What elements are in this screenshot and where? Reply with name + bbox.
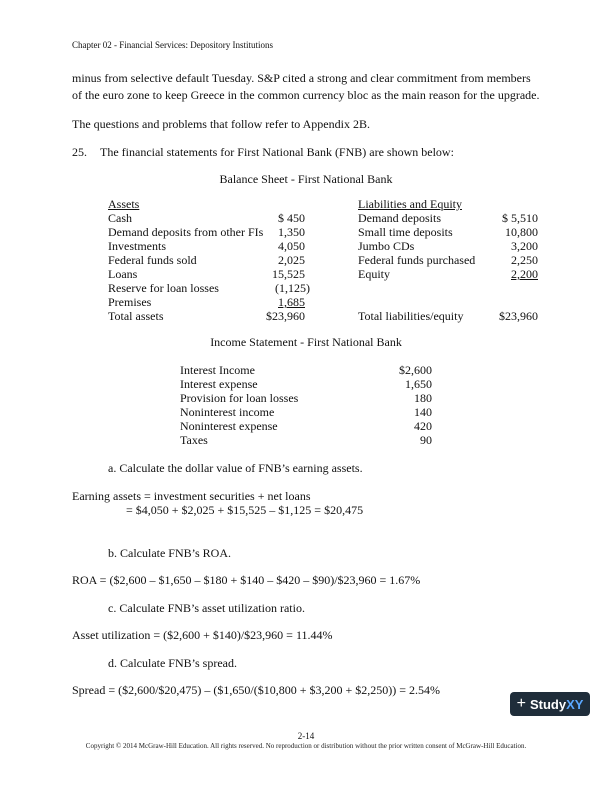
problem-number: 25. <box>72 145 87 159</box>
liability-total-label: Total liabilities/equity <box>358 309 464 323</box>
asset-value: 2,025 <box>278 253 305 267</box>
asset-label: Premises <box>108 295 152 309</box>
asset-value: 15,525 <box>272 267 305 281</box>
income-label: Noninterest expense <box>180 419 278 433</box>
income-label: Provision for loan losses <box>180 391 299 405</box>
income-label: Interest Income <box>180 363 255 377</box>
intro-line-1: minus from selective default Tuesday. S&P cited a strong and clear commitment from members <box>72 71 531 85</box>
asset-label: Investments <box>108 239 166 253</box>
question-c: c. Calculate FNB’s asset utilization ratio. <box>108 601 305 615</box>
question-d: d. Calculate FNB’s spread. <box>108 656 237 670</box>
asset-value: $ 450 <box>278 211 305 225</box>
question-b: b. Calculate FNB’s ROA. <box>108 546 231 560</box>
liability-value: 3,200 <box>511 239 538 253</box>
income-value: 90 <box>420 433 432 447</box>
liability-label: Federal funds purchased <box>358 253 476 267</box>
answer-a-line-1: Earning assets = investment securities + net loans <box>72 489 311 503</box>
answer-a-line-2: = $4,050 + $2,025 + $15,525 – $1,125 = $20,475 <box>126 503 364 517</box>
asset-label: Reserve for loan losses <box>108 281 219 295</box>
studyxy-badge[interactable] <box>510 692 590 716</box>
liability-value: 10,800 <box>505 225 538 239</box>
appendix-note: The questions and problems that follow refer to Appendix 2B. <box>72 117 370 131</box>
asset-total-label: Total assets <box>108 309 164 323</box>
assets-header: Assets <box>108 197 140 211</box>
page-number: 2-14 <box>297 731 315 741</box>
income-value: 420 <box>414 419 432 433</box>
asset-value: (1,125) <box>275 281 310 295</box>
chapter-header: Chapter 02 - Financial Services: Depository Institutions <box>72 40 273 50</box>
intro-line-2: of the euro zone to keep Greece in the common currency bloc as the main reason for the upgrade. <box>72 88 540 102</box>
liability-label: Jumbo CDs <box>358 239 415 253</box>
liability-total-value: $23,960 <box>499 309 538 323</box>
liability-value: 2,200 <box>511 267 538 281</box>
asset-value: 1,685 <box>278 295 305 309</box>
asset-label: Cash <box>108 211 132 225</box>
answer-c: Asset utilization = ($2,600 + $140)/$23,960 = 11.44% <box>72 628 333 642</box>
copyright-notice: Copyright © 2014 McGraw-Hill Education. All rights reserved. No reproduction or distribution without the prior written consent of McGraw-Hill Education. <box>85 742 527 750</box>
liability-label: Small time deposits <box>358 225 453 239</box>
asset-value: 4,050 <box>278 239 305 253</box>
plus-icon: + <box>516 695 526 712</box>
income-value: 1,650 <box>405 377 432 391</box>
asset-total-value: $23,960 <box>266 309 305 323</box>
liability-value: $ 5,510 <box>502 211 538 225</box>
liabilities-header: Liabilities and Equity <box>358 197 462 211</box>
question-a: a. Calculate the dollar value of FNB’s earning assets. <box>108 461 363 475</box>
liability-value: 2,250 <box>511 253 538 267</box>
balance-sheet-title: Balance Sheet - First National Bank <box>219 172 393 186</box>
badge-prefix: Study <box>529 696 567 712</box>
income-label: Interest expense <box>180 377 258 391</box>
income-statement-title: Income Statement - First National Bank <box>210 335 402 349</box>
badge-suffix: XY <box>566 696 584 712</box>
asset-label: Federal funds sold <box>108 253 197 267</box>
income-value: 180 <box>414 391 432 405</box>
income-label: Noninterest income <box>180 405 275 419</box>
asset-label: Demand deposits from other FIs <box>108 225 264 239</box>
answer-d: Spread = ($2,600/$20,475) – ($1,650/($10,800 + $3,200 + $2,250)) = 2.54% <box>72 683 441 697</box>
liability-label: Equity <box>358 267 390 281</box>
income-value: 140 <box>414 405 432 419</box>
problem-text: The financial statements for First National Bank (FNB) are shown below: <box>100 145 454 159</box>
income-value: $2,600 <box>399 363 432 377</box>
income-label: Taxes <box>180 433 208 447</box>
answer-b: ROA = ($2,600 – $1,650 – $180 + $140 – $420 – $90)/$23,960 = 1.67% <box>72 573 421 587</box>
asset-label: Loans <box>108 267 138 281</box>
asset-value: 1,350 <box>278 225 305 239</box>
liability-label: Demand deposits <box>358 211 441 225</box>
